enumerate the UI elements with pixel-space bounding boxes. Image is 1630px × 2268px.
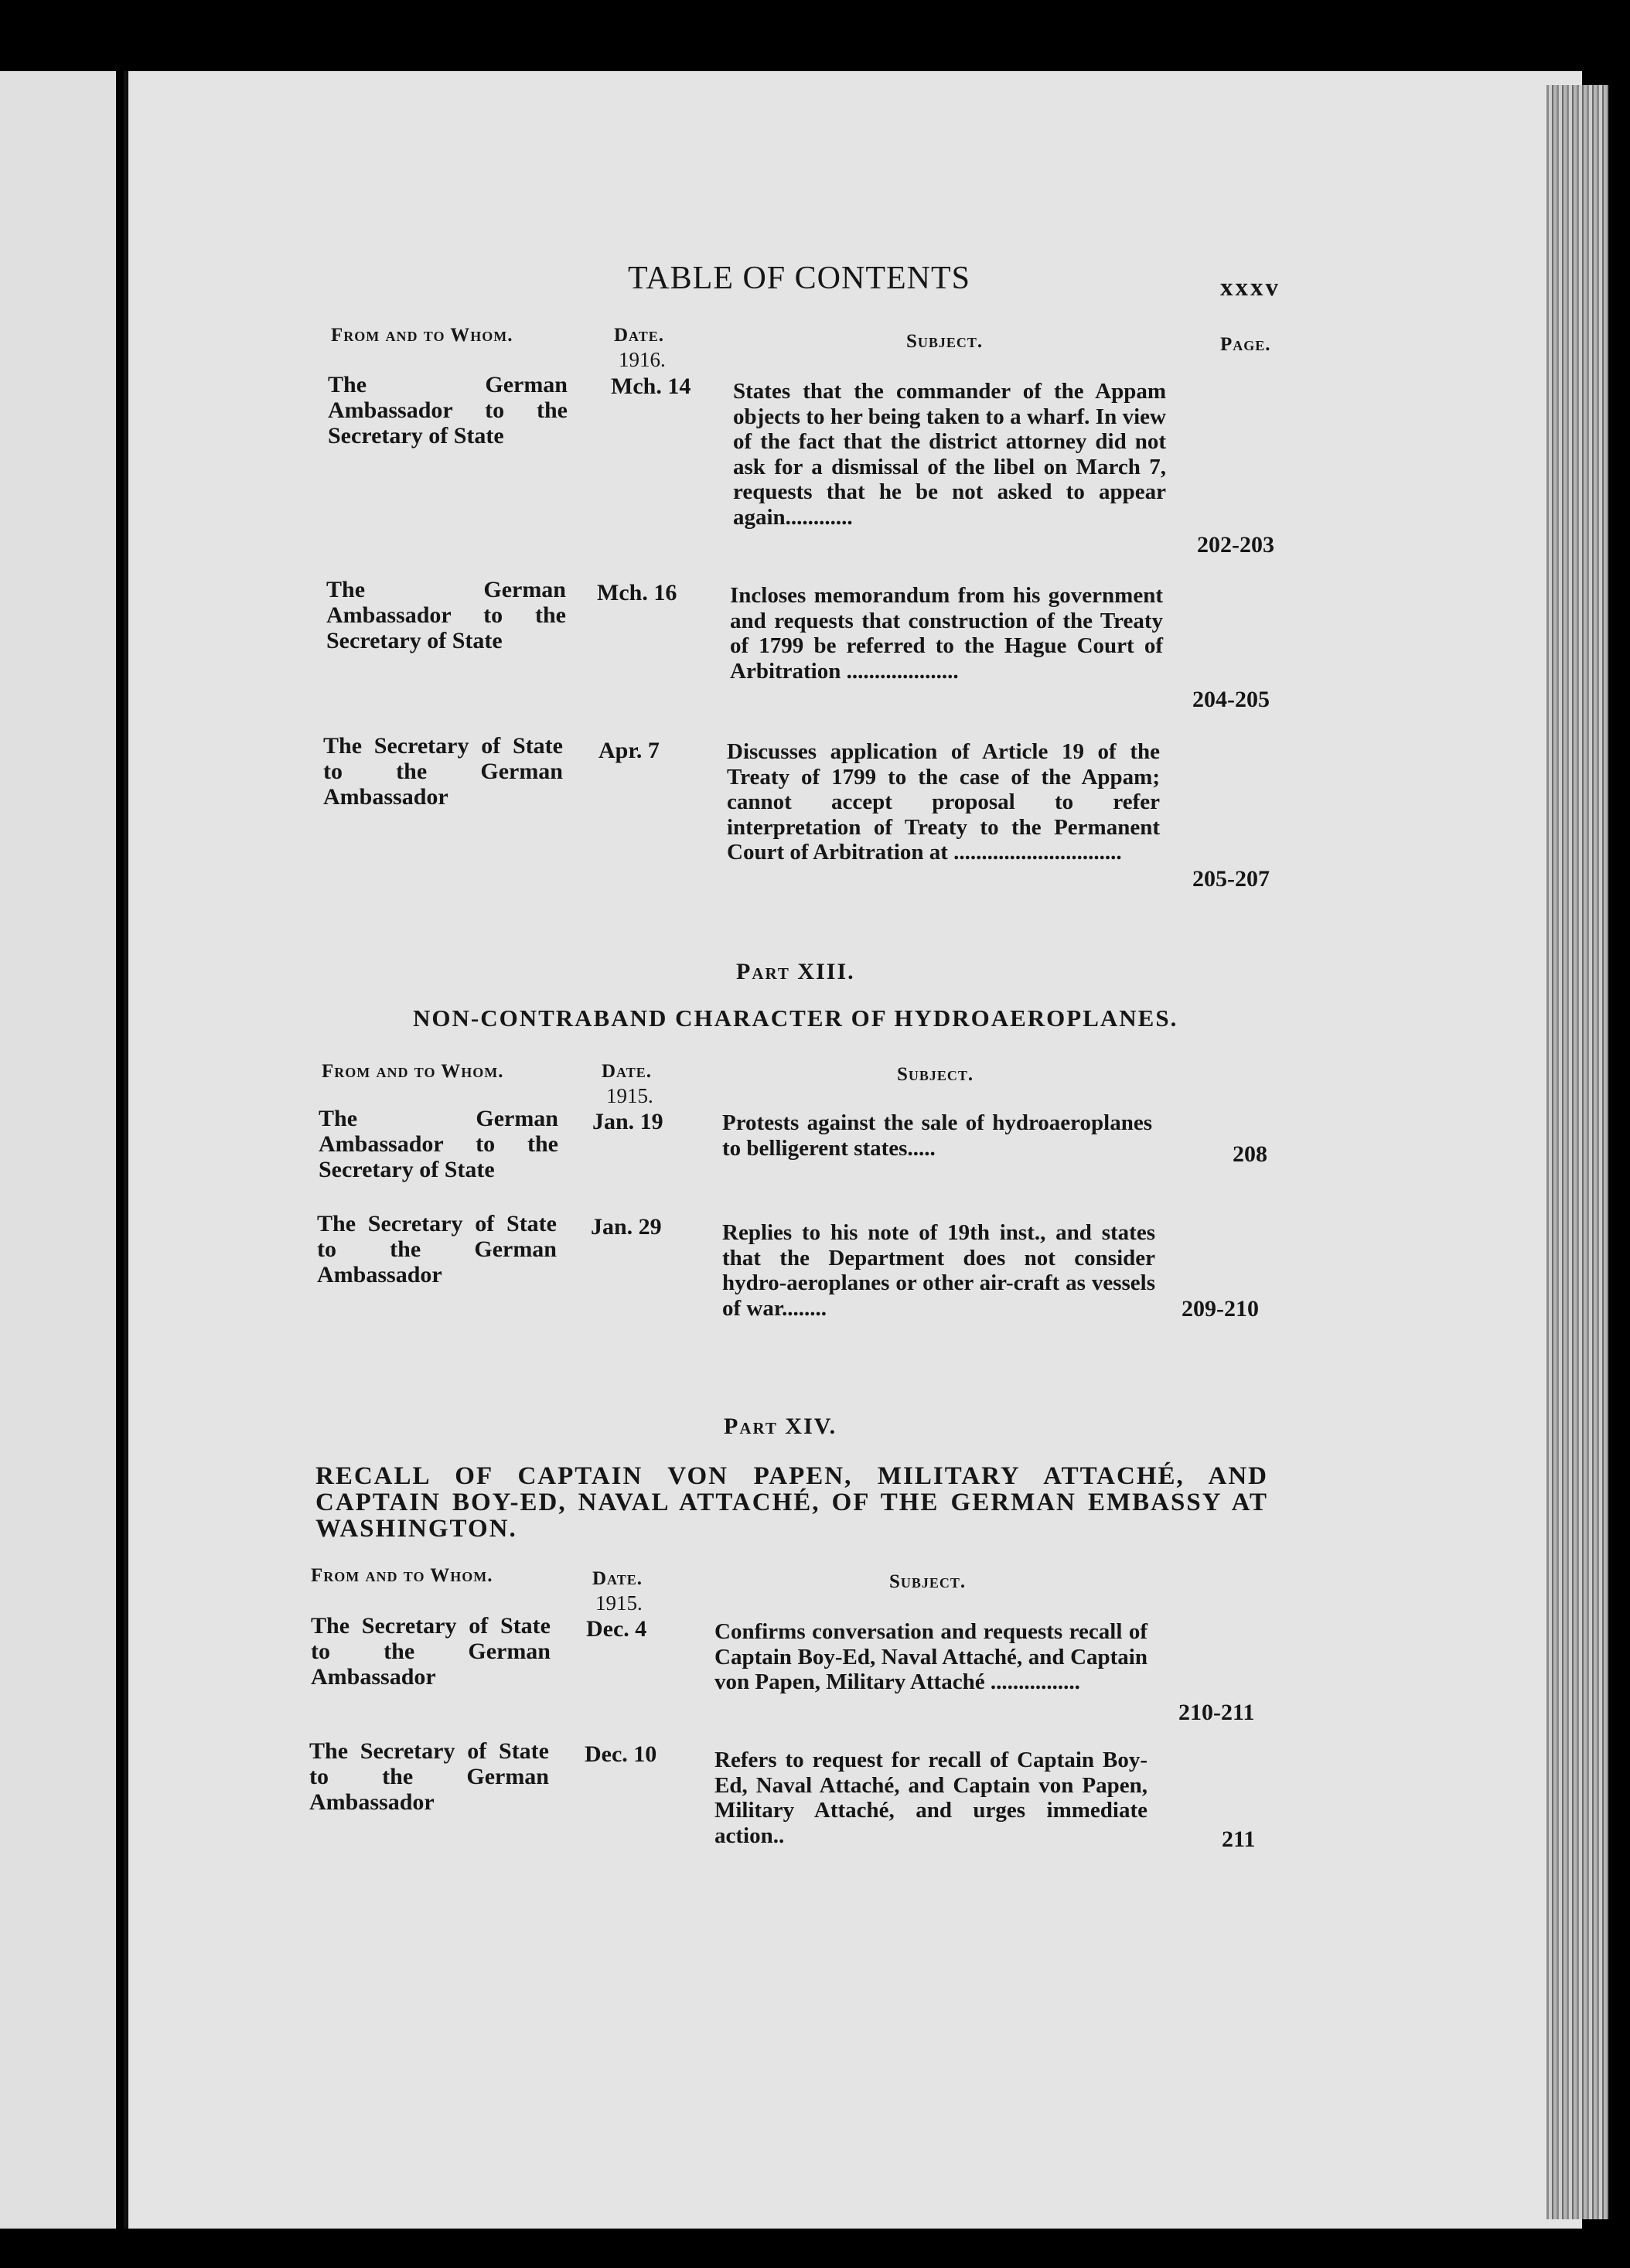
entry-from: The Secretary of State to the German Ambassador <box>309 1738 549 1815</box>
entry-from: The German Ambassador to the Secretary of State <box>319 1106 558 1182</box>
entry-subject: Discusses application of Article 19 of the Treaty of 1799 to the case of the Appam; cannot accept proposal to refer interpretation of Treaty to the Permanent Court of Arbitration at .............................. <box>727 739 1160 865</box>
entry-page: 209-210 <box>1182 1296 1259 1322</box>
col-subject-heading: Subject. <box>897 1064 974 1085</box>
entry-from: The Secretary of State to the German Ambassador <box>317 1211 557 1287</box>
year-label: 1915. <box>595 1591 643 1615</box>
entry-date: Dec. 4 <box>586 1616 647 1642</box>
entry-date: Dec. 10 <box>585 1741 657 1767</box>
page-stack-edge <box>1546 85 1608 2219</box>
entry-page: 204-205 <box>1192 687 1270 712</box>
part-title: NON-CONTRABAND CHARACTER OF HYDROAEROPLANES. <box>413 1004 1178 1032</box>
entry-subject: Incloses memorandum from his government and requests that construction of the Treaty of 1799 be referred to the Hague Court of Arbitration .................... <box>730 583 1163 684</box>
entry-from: The Secretary of State to the German Ambassador <box>323 733 563 810</box>
facing-page-edge <box>0 71 116 2229</box>
entry-subject: Protests against the sale of hydroaeroplanes to belligerent states..... <box>722 1110 1152 1161</box>
col-from-heading: From and to Whom. <box>322 1061 504 1082</box>
entry-from: The Secretary of State to the German Ambassador <box>311 1613 551 1690</box>
entry-page: 208 <box>1233 1141 1267 1167</box>
entry-subject: Refers to request for recall of Captain Boy-Ed, Naval Attaché, and Captain von Papen, Military Attaché, and urges immediate action.. <box>714 1748 1147 1848</box>
entry-date: Mch. 16 <box>597 580 677 605</box>
page-number: xxxv <box>1220 274 1280 302</box>
part-label: Part XIII. <box>736 959 855 984</box>
entry-from: The German Ambassador to the Secretary of State <box>328 372 568 448</box>
col-date-heading: Date. <box>592 1568 643 1589</box>
entry-page: 211 <box>1222 1826 1256 1852</box>
entry-date: Jan. 19 <box>592 1109 663 1134</box>
col-date-heading: Date. <box>614 325 664 346</box>
entry-date: Jan. 29 <box>591 1214 662 1240</box>
entry-page: 202-203 <box>1197 532 1274 558</box>
part-title-text: RECALL OF CAPTAIN VON PAPEN, MILITARY ATTACHÉ, AND CAPTAIN BOY-ED, NAVAL ATTACHÉ, OF THE GERMAN EMBASSY AT WASHINGTON. <box>315 1462 1268 1543</box>
col-date-heading: Date. <box>602 1061 652 1082</box>
entry-subject: Replies to his note of 19th inst., and states that the Department does not consider hydro-aeroplanes or other air-craft as vessels of war........ <box>722 1220 1155 1321</box>
entry-from: The German Ambassador to the Secretary of State <box>326 577 566 653</box>
entry-date: Mch. 14 <box>611 373 691 399</box>
entry-page: 210-211 <box>1178 1700 1255 1725</box>
year-label: 1915. <box>606 1084 653 1107</box>
col-subject-heading: Subject. <box>889 1571 967 1592</box>
part-label: Part XIV. <box>724 1414 837 1439</box>
entry-subject: States that the commander of the Appam objects to her being taken to a wharf. In view of the fact that the district attorney did not ask for a dismissal of the libel on March 7, requests that he be not asked to appear again............ <box>733 379 1166 530</box>
entry-page: 205-207 <box>1192 866 1270 892</box>
part-title <box>315 1463 1268 1542</box>
col-from-heading: From and to Whom. <box>331 325 513 346</box>
year-label: 1916. <box>619 348 666 371</box>
page-title: TABLE OF CONTENTS <box>628 261 970 296</box>
col-subject-heading: Subject. <box>906 331 984 352</box>
col-from-heading: From and to Whom. <box>311 1565 493 1586</box>
entry-subject: Confirms conversation and requests recall of Captain Boy-Ed, Naval Attaché, and Captain von Papen, Military Attaché ................ <box>714 1619 1147 1694</box>
entry-date: Apr. 7 <box>598 738 660 763</box>
col-page-heading: Page. <box>1220 334 1271 355</box>
